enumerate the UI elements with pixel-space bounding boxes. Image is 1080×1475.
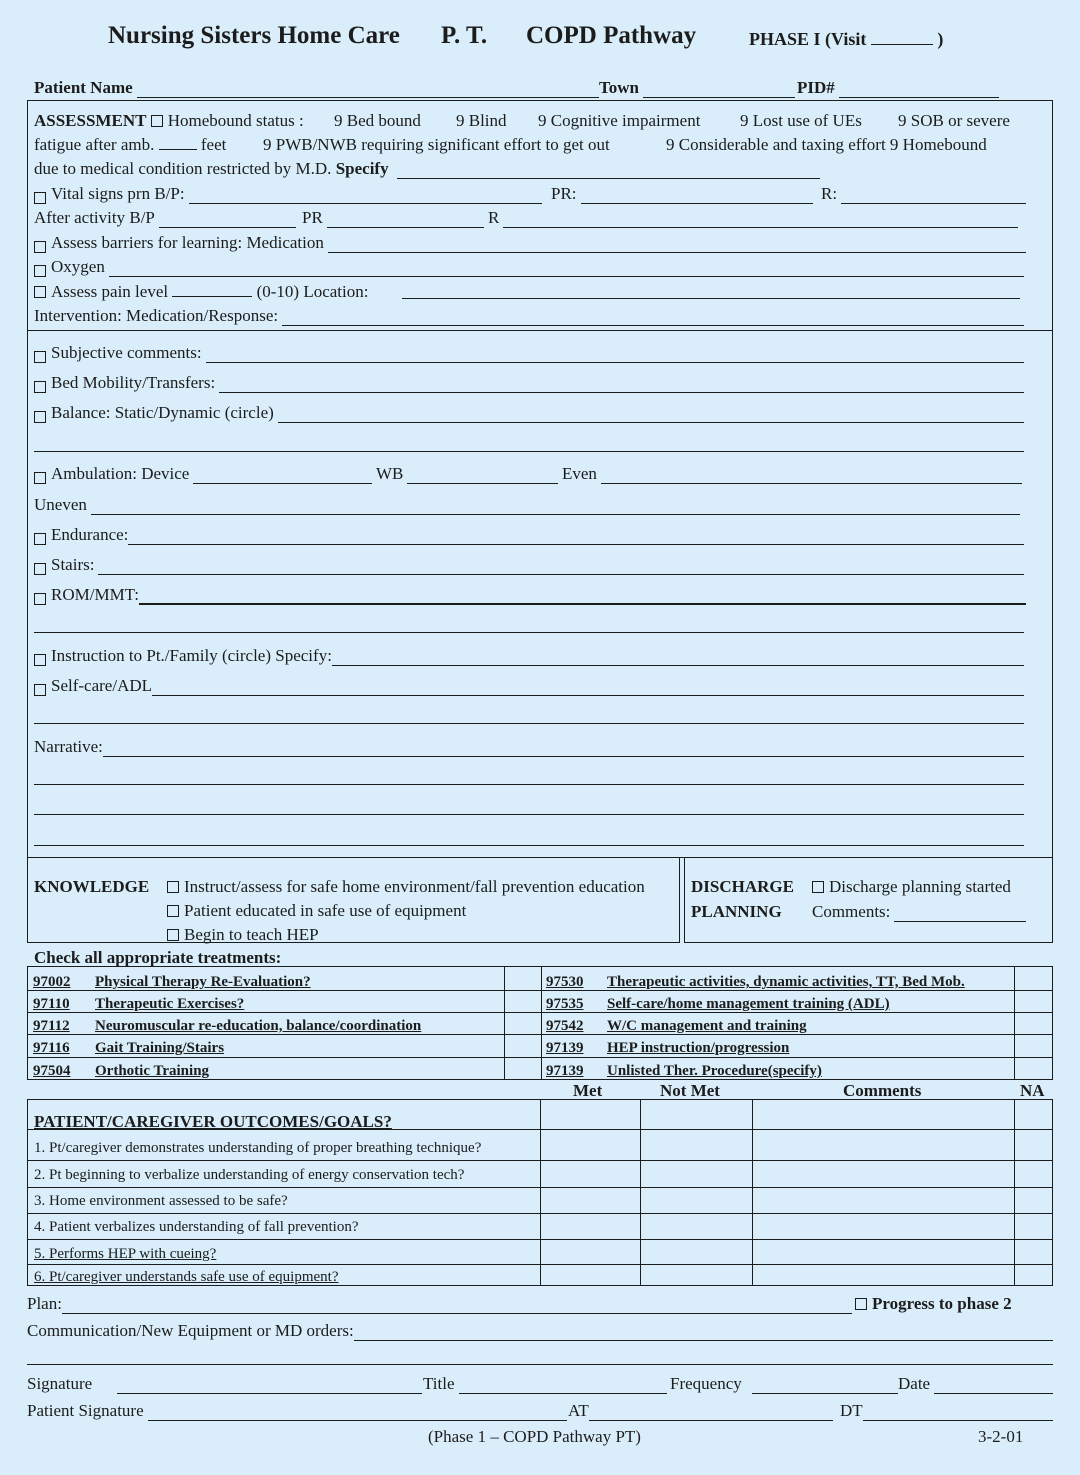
fatigue-label: fatigue after amb. bbox=[34, 135, 155, 154]
knowledge-title: KNOWLEDGE bbox=[34, 877, 150, 896]
bed-checkbox[interactable] bbox=[34, 381, 46, 393]
narrative-line-2[interactable] bbox=[34, 784, 1024, 785]
frequency-label: Frequency bbox=[670, 1374, 742, 1393]
even-row bbox=[562, 464, 1022, 484]
treat-desc[interactable]: Orthotic Training bbox=[95, 1063, 210, 1079]
out-row-line-5 bbox=[27, 1264, 1053, 1265]
pid-label: PID# bbox=[797, 78, 835, 97]
dt-row bbox=[840, 1401, 1053, 1421]
specify-label: Specify bbox=[335, 159, 389, 178]
pain-row bbox=[34, 282, 368, 302]
town-row bbox=[599, 78, 795, 98]
balance-row bbox=[34, 403, 1024, 423]
pr-row bbox=[551, 184, 813, 204]
vital-row bbox=[34, 184, 542, 204]
uneven-label: Uneven bbox=[34, 495, 87, 514]
progress-label: Progress to phase 2 bbox=[872, 1294, 1012, 1313]
form-name: (Phase 1 – COPD Pathway PT) bbox=[428, 1427, 641, 1446]
vital-label: Vital signs prn B/P: bbox=[51, 184, 185, 203]
barriers-label: Assess barriers for learning: Medication bbox=[51, 233, 324, 252]
bed-label: Bed Mobility/Transfers: bbox=[51, 373, 216, 392]
balance-checkbox[interactable] bbox=[34, 411, 46, 423]
narrative-line-4[interactable] bbox=[34, 845, 1024, 846]
fatigue-row bbox=[34, 135, 226, 155]
after-pr-field[interactable] bbox=[327, 213, 484, 228]
endurance-label: Endurance: bbox=[51, 525, 129, 544]
treat-desc[interactable]: HEP instruction/progression bbox=[607, 1040, 790, 1056]
date-label: Date bbox=[898, 1374, 931, 1393]
after-label: After activity B/P bbox=[34, 208, 155, 227]
barriers-field[interactable] bbox=[328, 238, 1026, 253]
opt-sob[interactable]: 9 SOB or severe bbox=[898, 111, 1010, 130]
date-row bbox=[898, 1374, 1053, 1394]
endurance-checkbox[interactable] bbox=[34, 533, 46, 545]
instruction-row bbox=[34, 646, 1024, 666]
opt-cognitive[interactable]: 9 Cognitive impairment bbox=[538, 111, 701, 130]
discharge-comments-field[interactable] bbox=[894, 907, 1026, 922]
at-label: AT bbox=[568, 1401, 589, 1420]
treat-desc[interactable]: Physical Therapy Re-Evaluation? bbox=[95, 974, 311, 990]
barriers-row bbox=[34, 233, 1026, 253]
after-r-row bbox=[488, 208, 1018, 228]
at-field[interactable] bbox=[589, 1406, 833, 1421]
signature-label: Signature bbox=[27, 1374, 93, 1393]
treat-divider-2 bbox=[541, 966, 542, 1080]
out-divider-3 bbox=[752, 1099, 753, 1286]
col-met: Met bbox=[573, 1081, 603, 1100]
wb-label: WB bbox=[376, 464, 404, 483]
due-to-row bbox=[34, 159, 820, 179]
out-row-line-2 bbox=[27, 1187, 1053, 1188]
treat-desc[interactable]: Self-care/home management training (ADL) bbox=[607, 996, 890, 1012]
org-name: Nursing Sisters Home Care bbox=[108, 22, 400, 49]
intervention-row bbox=[34, 306, 1024, 326]
discharge-title-2: PLANNING bbox=[691, 902, 782, 921]
rom-row bbox=[34, 585, 1026, 605]
signature-row bbox=[27, 1374, 422, 1394]
knowledge-box bbox=[27, 857, 680, 943]
treat-code: 97112 bbox=[33, 1018, 70, 1034]
treat-divider-1 bbox=[504, 966, 505, 1080]
balance-label: Balance: Static/Dynamic (circle) bbox=[51, 403, 274, 422]
treat-code: 97110 bbox=[33, 996, 70, 1012]
discharge-comments-label: Comments: bbox=[812, 902, 891, 921]
instruction-field[interactable] bbox=[332, 651, 1024, 666]
discharge-item bbox=[812, 877, 1011, 897]
phase-close: ) bbox=[937, 29, 944, 49]
selfcare-label: Self-care/ADL bbox=[51, 676, 153, 695]
feet-field[interactable] bbox=[159, 135, 197, 150]
treat-desc[interactable]: W/C management and training bbox=[607, 1018, 807, 1034]
plan-label: Plan: bbox=[27, 1294, 62, 1313]
plan-field[interactable] bbox=[62, 1299, 852, 1314]
knowledge-item-2 bbox=[167, 901, 466, 921]
stairs-row bbox=[34, 555, 1024, 575]
goal-item: 3. Home environment assessed to be safe? bbox=[34, 1193, 288, 1209]
selfcare-row bbox=[34, 676, 1024, 696]
r-row bbox=[821, 184, 1026, 204]
communication-label: Communication/New Equipment or MD orders: bbox=[27, 1321, 354, 1340]
plan-row bbox=[27, 1294, 852, 1314]
after-row bbox=[34, 208, 296, 228]
vital-checkbox[interactable] bbox=[34, 192, 46, 204]
treat-code: 97116 bbox=[33, 1040, 70, 1056]
r-field[interactable] bbox=[841, 189, 1026, 204]
town-field[interactable] bbox=[643, 83, 795, 98]
goal-item: 1. Pt/caregiver demonstrates understanding of proper breathing technique? bbox=[34, 1140, 482, 1156]
endurance-field[interactable] bbox=[128, 530, 1024, 545]
subjective-checkbox[interactable] bbox=[34, 351, 46, 363]
title-label: Title bbox=[423, 1374, 455, 1393]
uneven-row bbox=[34, 495, 1020, 515]
rom-extra-line[interactable] bbox=[34, 632, 1024, 633]
out-divider-1 bbox=[540, 1099, 541, 1286]
bed-row bbox=[34, 373, 1024, 393]
goal-item: 4. Patient verbalizes understanding of fall prevention? bbox=[34, 1219, 359, 1235]
narrative-row bbox=[34, 737, 1024, 757]
goal-item: 5. Performs HEP with cueing? bbox=[34, 1246, 217, 1262]
treat-code: 97535 bbox=[546, 996, 584, 1012]
oxygen-row bbox=[34, 257, 1024, 277]
patient-signature-field[interactable] bbox=[148, 1406, 567, 1421]
endurance-row bbox=[34, 525, 1024, 545]
phase-text: PHASE I (Visit bbox=[749, 29, 867, 49]
discharge-checkbox[interactable] bbox=[812, 881, 824, 893]
after-r-label: R bbox=[488, 208, 500, 227]
oxygen-label: Oxygen bbox=[51, 257, 105, 276]
date-field[interactable] bbox=[934, 1379, 1053, 1394]
narrative-label: Narrative: bbox=[34, 737, 103, 756]
pain-label: Assess pain level bbox=[51, 282, 169, 301]
selfcare-extra-line[interactable] bbox=[34, 723, 1024, 724]
knowledge-checkbox-1[interactable] bbox=[167, 881, 179, 893]
discharge-item-label: Discharge planning started bbox=[829, 877, 1011, 896]
narrative-line-3[interactable] bbox=[34, 814, 1024, 815]
treat-desc[interactable]: Neuromuscular re-education, balance/coordination bbox=[95, 1018, 422, 1034]
after-pr-row bbox=[302, 208, 484, 228]
subjective-label: Subjective comments: bbox=[51, 343, 202, 362]
after-pr-label: PR bbox=[302, 208, 323, 227]
pain-level-field[interactable] bbox=[172, 282, 252, 297]
device-field[interactable] bbox=[193, 469, 372, 484]
knowledge-item-3-label: Begin to teach HEP bbox=[184, 925, 319, 944]
treat-desc[interactable]: Gait Training/Stairs bbox=[95, 1040, 225, 1056]
assessment-title: ASSESSMENT bbox=[34, 111, 147, 130]
subjective-field[interactable] bbox=[206, 348, 1024, 363]
title-field[interactable] bbox=[459, 1379, 667, 1394]
feet-label: feet bbox=[200, 135, 227, 154]
pid-row bbox=[797, 78, 999, 98]
discharge-comments-row bbox=[812, 902, 1026, 922]
frequency-row bbox=[670, 1374, 898, 1394]
out-divider-2 bbox=[640, 1099, 641, 1286]
communication-extra-line[interactable] bbox=[27, 1364, 1053, 1365]
specify-field[interactable] bbox=[397, 164, 820, 179]
ambulation-label: Ambulation: Device bbox=[51, 464, 190, 483]
out-row-line-3 bbox=[27, 1213, 1053, 1214]
town-label: Town bbox=[599, 78, 640, 97]
patient-signature-row bbox=[27, 1401, 567, 1421]
goal-item: 6. Pt/caregiver understands safe use of equipment? bbox=[34, 1269, 339, 1285]
after-r-field[interactable] bbox=[503, 213, 1018, 228]
even-label: Even bbox=[562, 464, 597, 483]
instruction-label: Instruction to Pt./Family (circle) Specify: bbox=[51, 646, 332, 665]
rom-label: ROM/MMT: bbox=[51, 585, 139, 604]
rom-field[interactable] bbox=[139, 590, 1026, 605]
visit-field[interactable] bbox=[871, 30, 933, 45]
at-row bbox=[568, 1401, 833, 1421]
knowledge-checkbox-2[interactable] bbox=[167, 905, 179, 917]
discipline: P. T. bbox=[441, 22, 488, 49]
opt-lost-ues[interactable]: 9 Lost use of UEs bbox=[740, 111, 862, 130]
opt-bed-bound[interactable]: 9 Bed bound bbox=[334, 111, 421, 130]
communication-field[interactable] bbox=[354, 1326, 1053, 1341]
title-row bbox=[423, 1374, 667, 1394]
uneven-field[interactable] bbox=[91, 500, 1020, 515]
due-to-label: due to medical condition restricted by M.D. bbox=[34, 159, 332, 178]
assessment-row1 bbox=[34, 111, 304, 131]
pr-label: PR: bbox=[551, 184, 577, 203]
instruction-checkbox[interactable] bbox=[34, 654, 46, 666]
treat-code: 97504 bbox=[33, 1063, 71, 1079]
communication-row bbox=[27, 1321, 1053, 1341]
knowledge-item-1-label: Instruct/assess for safe home environment/fall prevention education bbox=[184, 877, 645, 896]
col-not-met: Not Met bbox=[660, 1081, 720, 1100]
progress-item bbox=[855, 1294, 1012, 1314]
ambulation-checkbox[interactable] bbox=[34, 472, 46, 484]
patient-signature-label: Patient Signature bbox=[27, 1401, 144, 1420]
treat-code: 97530 bbox=[546, 974, 584, 990]
barriers-checkbox[interactable] bbox=[34, 241, 46, 253]
pain-checkbox[interactable] bbox=[34, 286, 46, 298]
phase-label bbox=[749, 29, 943, 50]
frequency-field[interactable] bbox=[752, 1379, 898, 1394]
discharge-box bbox=[684, 857, 1053, 943]
treat-code: 97139 bbox=[546, 1063, 584, 1079]
homebound-checkbox[interactable] bbox=[151, 115, 163, 127]
patient-name-row bbox=[34, 78, 599, 98]
out-row-line-1 bbox=[27, 1160, 1053, 1161]
knowledge-item-3 bbox=[167, 925, 319, 945]
out-row-line-4 bbox=[27, 1239, 1053, 1240]
intervention-label: Intervention: Medication/Response: bbox=[34, 306, 279, 325]
ambulation-row bbox=[34, 464, 372, 484]
homebound-label: Homebound status : bbox=[167, 111, 304, 130]
treat-desc[interactable]: Therapeutic Exercises? bbox=[95, 996, 245, 1012]
stairs-field[interactable] bbox=[98, 560, 1024, 575]
selfcare-field[interactable] bbox=[152, 681, 1024, 696]
dt-field[interactable] bbox=[863, 1406, 1053, 1421]
pr-field[interactable] bbox=[581, 189, 813, 204]
form-date: 3-2-01 bbox=[978, 1427, 1024, 1446]
treat-desc[interactable]: Unlisted Ther. Procedure(specify) bbox=[607, 1063, 822, 1079]
selfcare-checkbox[interactable] bbox=[34, 684, 46, 696]
narrative-field[interactable] bbox=[103, 742, 1024, 757]
balance-extra-line[interactable] bbox=[34, 451, 1024, 452]
stairs-label: Stairs: bbox=[51, 555, 95, 574]
patient-name-label: Patient Name bbox=[34, 78, 133, 97]
out-divider-4 bbox=[1014, 1099, 1015, 1286]
wb-field[interactable] bbox=[407, 469, 558, 484]
treat-code: 97542 bbox=[546, 1018, 584, 1034]
outcomes-title: PATIENT/CAREGIVER OUTCOMES/GOALS? bbox=[34, 1112, 392, 1131]
treat-divider-3 bbox=[1014, 966, 1015, 1080]
treat-row-line-4 bbox=[27, 1057, 1053, 1058]
pain-scale-label: (0-10) Location: bbox=[256, 282, 369, 301]
opt-pwb[interactable]: 9 PWB/NWB requiring significant effort to get out bbox=[263, 135, 610, 154]
location-field[interactable] bbox=[402, 298, 1020, 299]
oxygen-field[interactable] bbox=[109, 262, 1024, 277]
goal-item: 2. Pt beginning to verbalize understanding of energy conservation tech? bbox=[34, 1167, 465, 1183]
pathway-title: COPD Pathway bbox=[526, 22, 697, 49]
even-field[interactable] bbox=[601, 469, 1022, 484]
oxygen-checkbox[interactable] bbox=[34, 265, 46, 277]
dt-label: DT bbox=[840, 1401, 863, 1420]
intervention-field[interactable] bbox=[282, 311, 1024, 326]
bp-field[interactable] bbox=[189, 189, 542, 204]
knowledge-item-1 bbox=[167, 877, 645, 897]
stairs-checkbox[interactable] bbox=[34, 563, 46, 575]
knowledge-checkbox-3[interactable] bbox=[167, 929, 179, 941]
col-comments: Comments bbox=[843, 1081, 922, 1100]
pid-field[interactable] bbox=[839, 83, 999, 98]
patient-name-field[interactable] bbox=[137, 83, 599, 98]
opt-considerable[interactable]: 9 Considerable and taxing effort 9 Homebound bbox=[666, 135, 987, 154]
r-label: R: bbox=[821, 184, 838, 203]
col-na: NA bbox=[1020, 1081, 1045, 1100]
signature-field[interactable] bbox=[117, 1379, 422, 1394]
after-bp-field[interactable] bbox=[159, 213, 296, 228]
opt-blind[interactable]: 9 Blind bbox=[456, 111, 507, 130]
balance-field[interactable] bbox=[278, 408, 1024, 423]
subjective-row bbox=[34, 343, 1024, 363]
rom-checkbox[interactable] bbox=[34, 593, 46, 605]
treat-code: 97002 bbox=[33, 974, 71, 990]
knowledge-item-2-label: Patient educated in safe use of equipment bbox=[184, 901, 467, 920]
treat-code: 97139 bbox=[546, 1040, 584, 1056]
treatments-title: Check all appropriate treatments: bbox=[34, 948, 282, 967]
treat-desc[interactable]: Therapeutic activities, dynamic activities, TT, Bed Mob. bbox=[607, 974, 965, 990]
wb-row bbox=[376, 464, 558, 484]
discharge-title-1: DISCHARGE bbox=[691, 877, 794, 896]
bed-field[interactable] bbox=[219, 378, 1024, 393]
progress-checkbox[interactable] bbox=[855, 1298, 867, 1310]
